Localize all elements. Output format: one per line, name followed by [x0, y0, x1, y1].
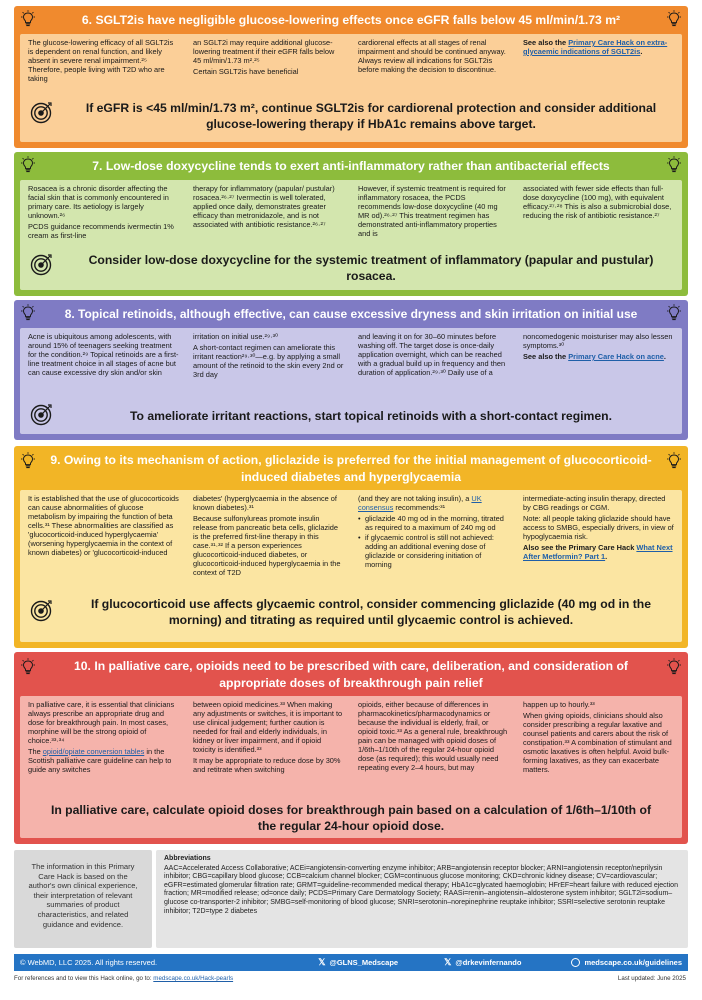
section-10-key-message: In palliative care, calculate opioid doses for breakthrough pain based on a calculation of 1/6th–1/10th of the regular 24-hour opioid dose. — [50, 803, 652, 833]
section-8-key-message: To ameliorate irritant reactions, start topical retinoids with a short-contact regimen. — [130, 409, 612, 423]
section-8-col-2: irritation on initial use.²⁹·³⁰ A short-contact regimen can ameliorate this irritant reaction²⁹·³⁰—e.g. by applying a small amount of the retinoid to the skin every 2nd or 3rd day — [193, 332, 344, 379]
gliclazide-recommendations — [358, 514, 509, 569]
section-6-col-4: See also the Primary Care Hack on extra-glycaemic indications of SGLT2is. — [523, 38, 668, 56]
section-7-col-3: However, if systemic treatment is required for inflammatory rosacea, the PCDS recommends low-dose doxycycline (40 mg MR od).²⁶·²⁷ This treatment regimen has demonstrated anti-inflammatory properties and is — [358, 184, 506, 238]
section-7-title: 7. Low-dose doxycycline tends to exert anti-inflammatory rather than antibacterial effects — [92, 159, 610, 173]
section-10-col-2: between opioid medicines.³³ When making any adjustments or switches, it is important to use clinical judgement; further caution is needed for frail and elderly individuals, in kidney or liver impairment, and if opioid toxicity is identified.³³ It may be appropriate to reduce dose by 30% and retitrate when switching — [193, 700, 343, 774]
lightbulb-icon — [666, 304, 682, 322]
last-updated: Last updated: June 2025 — [617, 975, 686, 982]
section-6 — [14, 6, 688, 148]
section-6-title: 6. SGLT2is have negligible glucose-lowering effects once eGFR falls below 45 ml/min/1.73 m² — [81, 13, 621, 27]
website-link[interactable]: medscape.co.uk/guidelines — [571, 958, 682, 967]
disclaimer-box: The information in this Primary Care Hack is based on the author's own clinical experience, their interpretation of relevant summaries of product characteristics, and related guidance and evidence. — [14, 850, 152, 948]
uk-consensus-link[interactable]: UK consensus — [358, 494, 482, 512]
section-9-col-3: (and they are not taking insulin), a UK consensus recommends:³¹ • gliclazide 40 mg od in the morning, titrated as required to a maximum of 240 mg od • if glycaemic control is still not achieved: adding an additional evening dose of gliclazide or considering initiation of morning — [358, 494, 509, 579]
lightbulb-icon — [666, 452, 682, 470]
section-9-body — [20, 490, 682, 642]
copyright: © WebMD, LLC 2025. All rights reserved. — [20, 958, 158, 967]
section-7-col-1: Rosacea is a chronic disorder affecting the facial skin that is commonly encountered in primary care. Its aetiology is largely unknown.²⁶ PCDS guidance recommends ivermectin 1% cream as first-line — [28, 184, 174, 240]
section-6-col-1: The glucose-lowering efficacy of all SGLT2is is dependent on renal function, and likely absent in severe renal impairment.²⁵ Therefore, people living with T2D who are taking — [28, 38, 174, 83]
x-logo-icon: 𝕏 — [318, 957, 326, 967]
x-logo-icon: 𝕏 — [444, 957, 452, 967]
section-8-col-4: noncomedogenic moisturiser may also lessen symptoms.³⁰ See also the Primary Care Hack on acne. — [523, 332, 673, 361]
lightbulb-icon — [20, 452, 36, 470]
abbreviations-text: AAC=Accelerated Access Collaborative; ACEi=angiotensin-converting enzyme inhibitor; ARB=angiotensin receptor blocker; ARNI=angiotensin receptor/neprilysin inhibitor; CBG=capillary blood glucose; CCB=calcium channel blocker; CGM=continuous glucose monitoring; CKD=chronic kidney disease; CV=cardiovascular; eGFR=estimated glomerular filtration rate; GRMT=guideline-recommended medical therapy; HbA1c=glycated haemoglobin; HFrEF=heart failure with reduced ejection fraction; MR=modified release; od=once daily; PCDS=Primary Care Dermatology Society; RAASi=renin–angiotensin–aldosterone system inhibitor; SGLT2i=sodium–glucose co-transporter-2 inhibitor; SMBG=self-monitoring of blood glucose; SNRI=serotonin–norepinephrine reuptake inhibitor; SSRI=selective serotonin reuptake inhibitor; T2D=type 2 diabetes — [164, 864, 678, 915]
section-7 — [14, 152, 688, 296]
section-10-col-1: In palliative care, it is essential that clinicians always prescribe an appropriate drug and dose for breakthrough pain. In most cases, morphine will be the strong opioid of choice.³³·³⁴ The opioid/opiate conversion tables in the Scottish palliative care guideline can help to guide any switches — [28, 700, 175, 774]
section-9-title: 9. Owing to its mechanism of action, gliclazide is preferred for the initial management of glucocorticoid-induced diabetes and hyperglycaemia — [50, 453, 652, 484]
section-7-key-message: Consider low-dose doxycycline for the systemic treatment of inflammatory (papular and pustular) rosacea. — [88, 253, 654, 283]
section-9-col-1: It is established that the use of glucocorticoids can cause abnormalities of glucose metabolism by impairing the function of beta cells.³¹ These abnormalities are classified as 'glucocorticoid-induced hyperglycaemia' (worsening hyperglycaemia in the context of known diabetes) or 'glucocorticoid-induced — [28, 494, 179, 557]
hack-pearls-link[interactable]: medscape.co.uk/Hack-pearls — [153, 975, 234, 982]
target-icon — [30, 254, 52, 276]
section-6-col-2: an SGLT2i may require additional glucose-lowering treatment if their eGFR falls below 45 ml/min/1.73 m².²⁵ Certain SGLT2is have beneficial — [193, 38, 335, 76]
twitter-handle-1[interactable]: 𝕏 @GLNS_Medscape — [318, 957, 399, 967]
section-10-col-3: opioids, either because of differences in pharmacokinetics/pharmacodynamics or because the individual is elderly, frail, or opioid toxic.³³ As a general rule, breakthrough pain can be managed with opioid doses of 1/6th–1/10th of the regular 24-hour opioid dose (as required); this would usually need repeating every 2–4 hours, but may — [358, 700, 508, 772]
section-8 — [14, 300, 688, 440]
section-10-title: 10. In palliative care, opioids need to be prescribed with care, deliberation, and consideration of appropriate doses of breakthrough pain relief — [74, 659, 628, 690]
section-8-body — [20, 328, 682, 434]
abbreviations-title: Abbreviations — [164, 855, 211, 862]
list-item: • gliclazide 40 mg od in the morning, titrated as required to a maximum of 240 mg od — [358, 514, 509, 532]
list-item: • if glycaemic control is still not achieved: adding an additional evening dose of gliclazide or considering initiation of morning — [358, 533, 509, 569]
references-line: For references and to view this Hack online, go to: medscape.co.uk/Hack-pearls — [14, 975, 234, 982]
target-icon — [30, 600, 52, 622]
lightbulb-icon — [20, 156, 36, 174]
abbreviations-box — [156, 850, 688, 948]
section-9-col-2: diabetes' (hyperglycaemia in the absence of known diabetes).³¹ Because sulfonylureas promote insulin release from pancreatic beta cells, gliclazide is the preferred first-line therapy in this case.³¹·³² If a person experiences glucocorticoid-induced diabetes, or glucocorticoid-induced hyperglycaemia in the context of T2D — [193, 494, 341, 577]
section-9-col-4: intermediate-acting insulin therapy, directed by CBG readings or CGM. Note: all people taking gliclazide should have access to SMBG, especially drivers, in view of hypoglycaemia risk. Also see the Primary Care Hack What Next After Metformin? Part 1. — [523, 494, 674, 561]
section-7-col-2: therapy for inflammatory (papular/ pustular) rosacea.²⁶·²⁷ Ivermectin is well tolerated, applied once daily, demonstrates greater efficacy than metronidazole, and is not associated with antibiotic resistance.²⁶·²⁷ — [193, 184, 335, 229]
opioid-conversion-link[interactable]: opioid/opiate conversion tables — [42, 747, 145, 756]
section-6-key-message: If eGFR is <45 ml/min/1.73 m², continue SGLT2is for cardiorenal protection and consider additional glucose-lowering therapy if HbA1c remains above target. — [85, 101, 657, 131]
metformin-hack-link[interactable]: What Next After Metformin? Part 1 — [523, 543, 673, 561]
section-8-title: 8. Topical retinoids, although effective, can cause excessive dryness and skin irritation on initial use — [64, 307, 638, 321]
lightbulb-icon — [20, 10, 36, 28]
lightbulb-icon — [666, 10, 682, 28]
section-8-col-3: and leaving it on for 30–60 minutes before washing off. The target dose is once-daily application overnight, which can be reached with a gradual build up in frequency and then duration of application.²⁹·³⁰ Daily use of a — [358, 332, 506, 377]
section-7-body — [20, 180, 682, 290]
lightbulb-icon — [666, 658, 682, 676]
section-10 — [14, 652, 688, 844]
lightbulb-icon — [20, 658, 36, 676]
globe-icon — [571, 958, 580, 967]
lightbulb-icon — [666, 156, 682, 174]
section-6-col-3: cardiorenal effects at all stages of renal impairment and should be continued anyway. Always review all indications for SGLT2is before making the decision to discontinue. — [358, 38, 506, 74]
twitter-handle-2[interactable]: 𝕏 @drkevinfernando — [444, 957, 522, 967]
section-9 — [14, 446, 688, 648]
section-7-col-4: associated with fewer side effects than full-dose doxycycline (100 mg), with equivalent efficacy.²⁷·²⁸ This is also a submicrobial dose, reducing the risk of antibiotic resistance.²⁷ — [523, 184, 672, 220]
section-10-col-4: happen up to hourly.³³ When giving opioids, clinicians should also consider prescribing a regular laxative and counsel patients and carers about the risk of constipation.³³ A combination of stimulant and osmotic laxatives is often helpful. Avoid bulk-forming laxatives, as they can exacerbate matters. — [523, 700, 672, 774]
section-10-body — [20, 696, 682, 838]
target-icon — [30, 404, 52, 426]
section-8-col-1: Acne is ubiquitous among adolescents, with around 15% of teenagers seeking treatment for the condition.²⁹ Topical retinoids are a first-line treatment choice in all stages of acne but can cause excessive dry skin and/or skin — [28, 332, 179, 377]
section-9-key-message: If glucocorticoid use affects glycaemic control, consider commencing gliclazide (40 mg od in the morning) and titrating as required until glycaemic control is achieved. — [90, 597, 652, 627]
sglt2i-hack-link[interactable]: Primary Care Hack on extra-glycaemic indications of SGLT2is — [523, 38, 668, 56]
section-6-body — [20, 34, 682, 142]
target-icon — [30, 102, 52, 124]
acne-hack-link[interactable]: Primary Care Hack on acne — [568, 352, 664, 361]
lightbulb-icon — [20, 304, 36, 322]
footer-bar — [14, 954, 688, 971]
